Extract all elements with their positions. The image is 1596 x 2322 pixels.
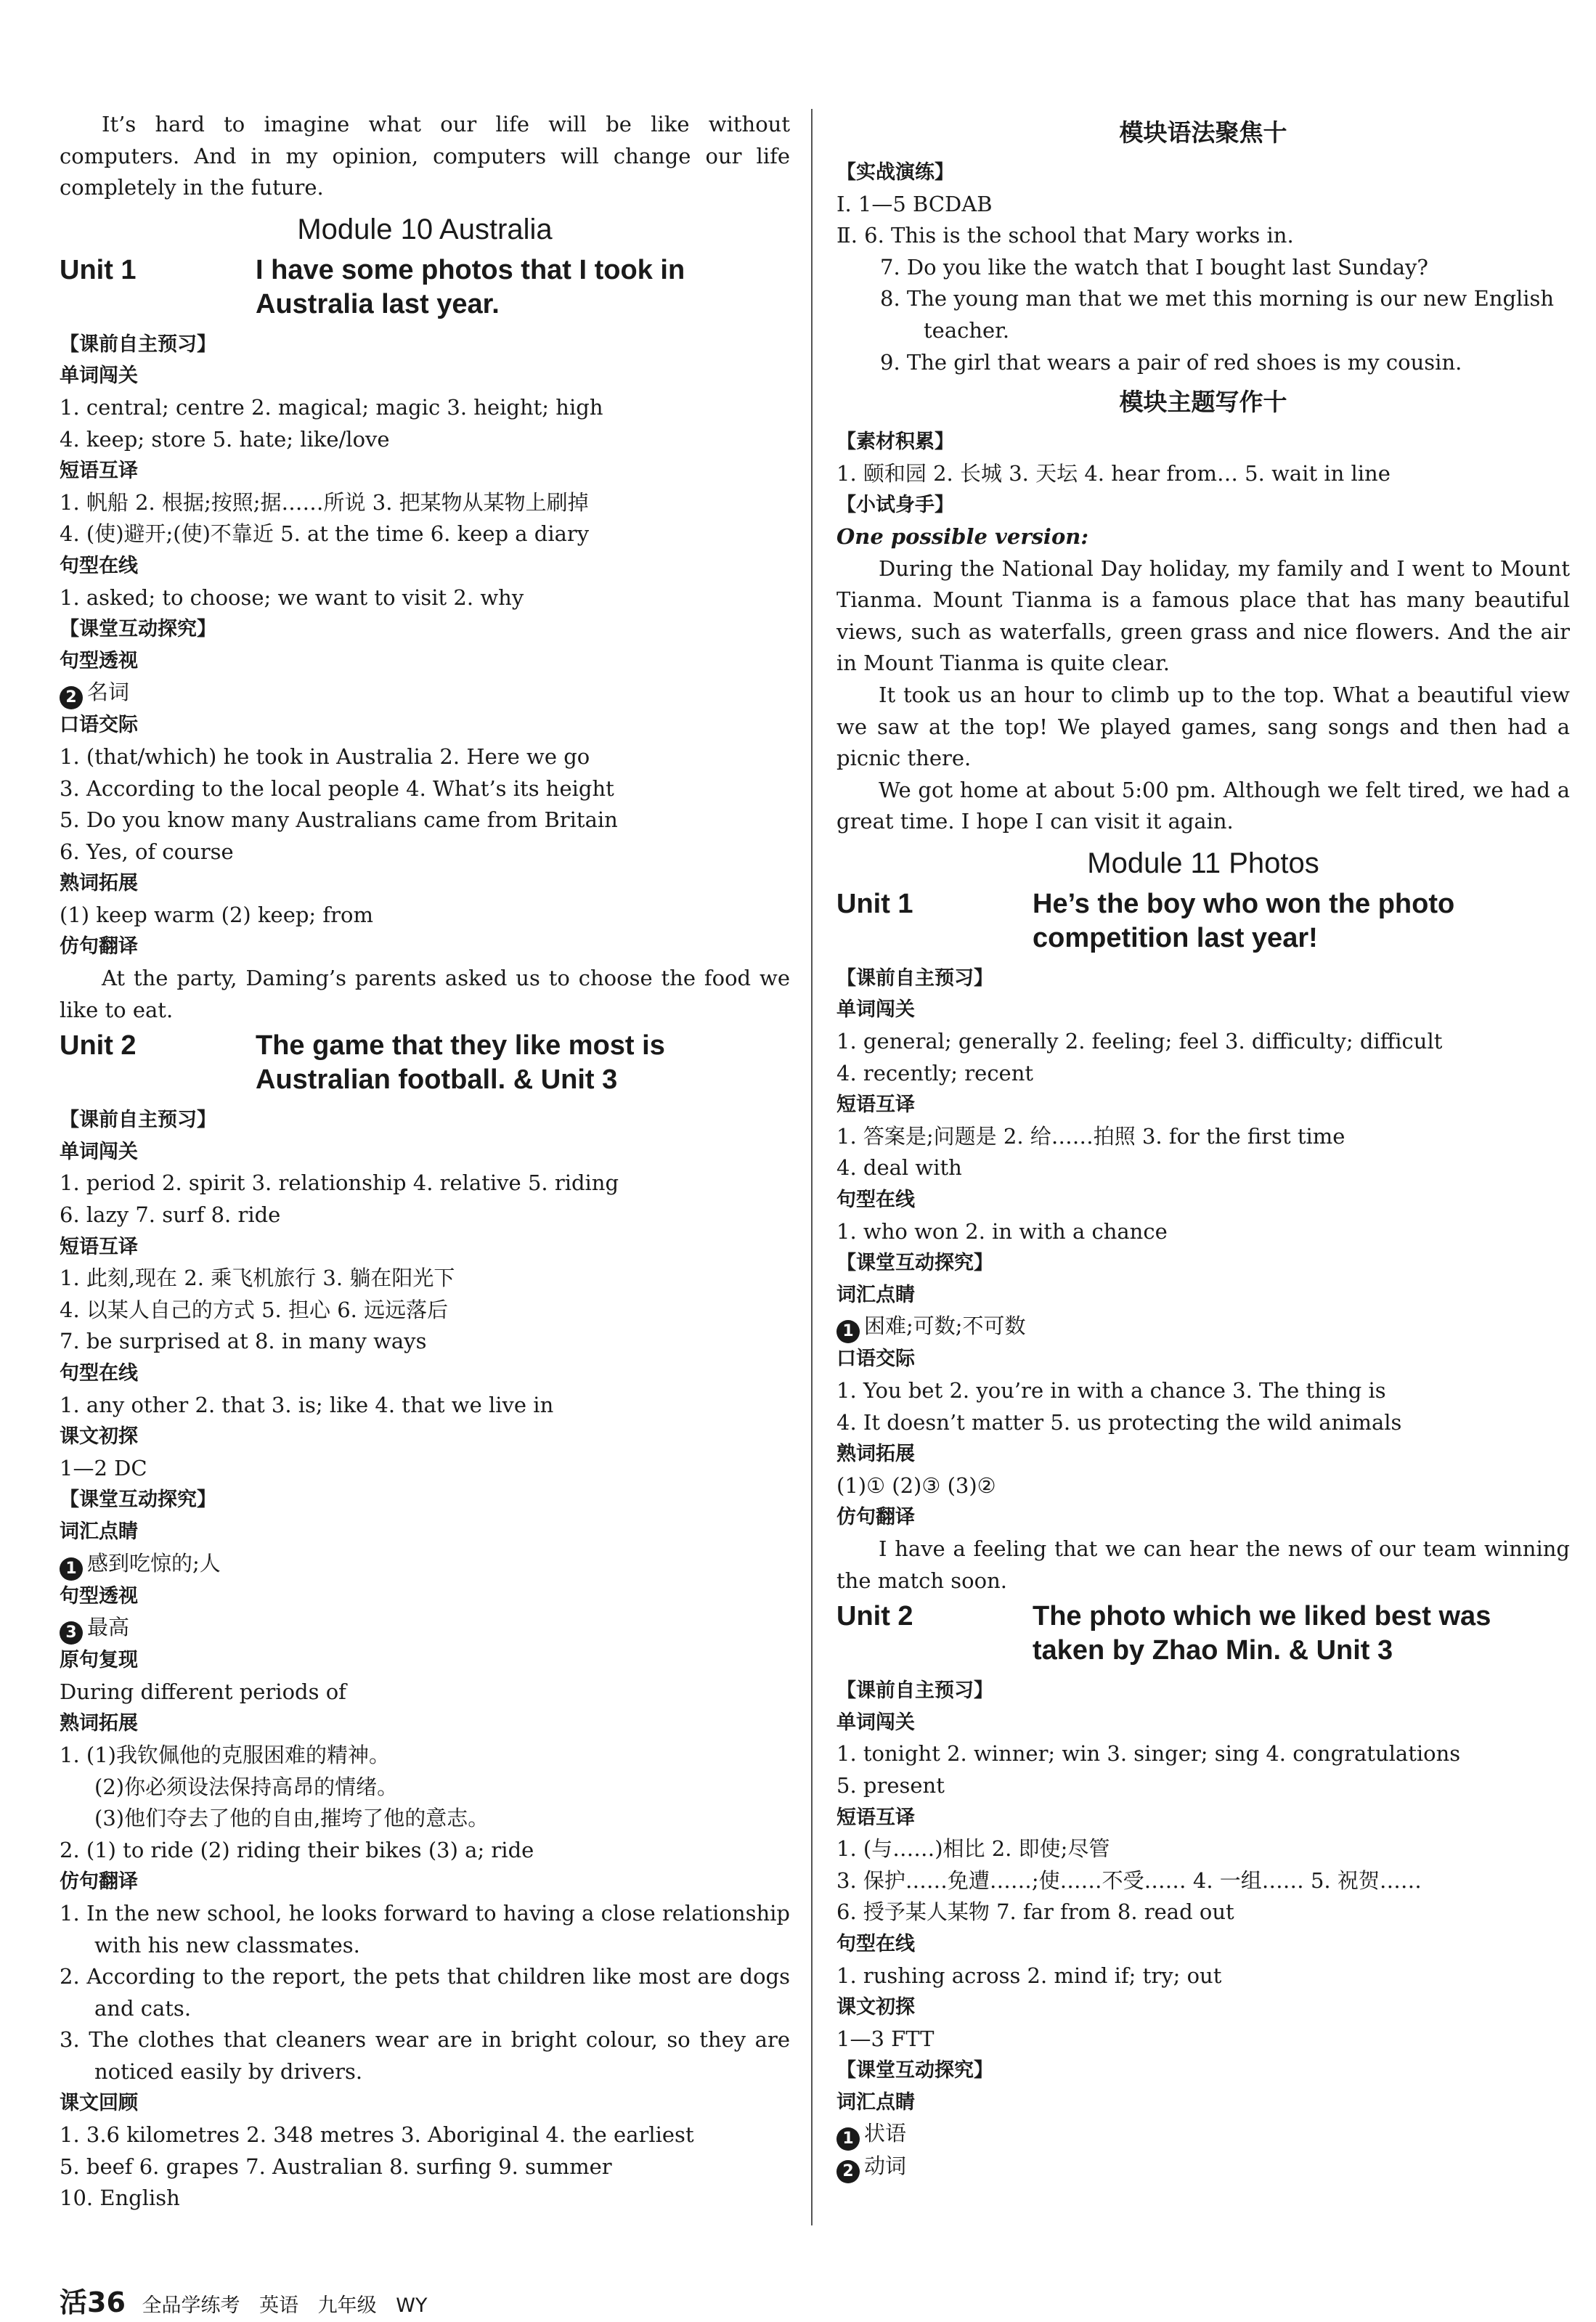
answer-line: 1. who won 2. in with a chance [836, 1218, 1168, 1244]
sub-heading: 句型在线 [836, 1932, 915, 1955]
answer-text: 感到吃惊的;人 [87, 1550, 221, 1576]
answer-line: (3)他们夺去了他的自由,摧垮了他的意志。 [94, 1806, 489, 1831]
answer-line: 4. recently; recent [836, 1060, 1034, 1085]
writing-focus-title: 模块主题写作十 [1119, 388, 1287, 417]
numbered-answer [836, 2118, 1570, 2151]
answer-line: 1. (与……)相比 2. 即使;尽管 [836, 1836, 1110, 1862]
answer-item: 9. The girl that wears a pair of red shoes is my cousin. [880, 349, 1462, 375]
sub-heading: 单词闯关 [60, 364, 138, 388]
sub-heading: 口语交际 [836, 1348, 915, 1371]
unit-label: Unit 1 [836, 888, 913, 919]
sub-heading: 句型在线 [60, 1362, 138, 1385]
answer-text: 动词 [864, 2154, 907, 2179]
sub-heading: 单词闯关 [60, 1140, 138, 1163]
answer-line: 1. 3.6 kilometres 2. 348 metres 3. Aboriginal 4. the earliest [60, 2122, 694, 2148]
answer-line: 4. It doesn’t matter 5. us protecting the wild animals [836, 1409, 1402, 1435]
module-10-title: Module 10 Australia [297, 213, 553, 245]
section-heading: 【小试身手】 [836, 494, 954, 517]
sub-heading: 原句复现 [60, 1649, 138, 1672]
sub-heading: 句型在线 [60, 554, 138, 577]
answer-line: 3. 保护……免遭……;使……不受…… 4. 一组…… 5. 祝贺…… [836, 1867, 1422, 1893]
unit-label: Unit 2 [60, 1030, 137, 1062]
answer-line: 1—3 FTT [836, 2026, 935, 2051]
module-10-unit-2-title [60, 1029, 790, 1097]
right-column [836, 109, 1570, 2183]
section-heading: 【课前自主预习】 [836, 966, 993, 990]
answer-line: 1. (that/which) he took in Australia 2. Here we go [60, 744, 590, 769]
section-heading: 【实战演练】 [836, 161, 954, 184]
page-footer [60, 2287, 440, 2322]
answer-line: 1. (1)我钦佩他的克服困难的精神。 [60, 1742, 390, 1767]
section-heading: 【课前自主预习】 [60, 1109, 216, 1132]
answer-line: Ⅱ. 6. This is the school that Mary works in. [836, 223, 1294, 248]
answer-line: 7. be surprised at 8. in many ways [60, 1329, 427, 1354]
answer-item: 2. According to the report, the pets that children like most are dogs and cats. [60, 1964, 790, 2021]
sub-heading: 句型透视 [60, 649, 138, 672]
answer-text: 名词 [87, 680, 130, 705]
answer-line: 1. central; centre 2. magical; magic 3. height; high [60, 394, 603, 420]
answer-line: 4. 以某人自己的方式 5. 担心 6. 远远落后 [60, 1297, 449, 1322]
sub-heading: 词汇点睛 [836, 1283, 915, 1306]
section-heading: 【课前自主预习】 [60, 333, 216, 356]
answer-line: 4. keep; store 5. hate; like/love [60, 426, 390, 452]
module-10-unit-1-title [60, 253, 790, 322]
module-11-unit-2-title [836, 1600, 1570, 1668]
answer-item: 7. Do you like the watch that I bought last Sunday? [880, 254, 1428, 280]
answer-line: 6. 授予某人某物 7. far from 8. read out [836, 1899, 1234, 1925]
sample-label: One possible version: [836, 524, 1089, 549]
numbered-answer [60, 1612, 790, 1645]
sub-heading: 熟词拓展 [836, 1443, 915, 1466]
answer-item: 3. The clothes that cleaners wear are in bright colour, so they are noticed easily by drivers. [60, 2027, 790, 2084]
sub-heading: 熟词拓展 [60, 1712, 138, 1735]
answer-paragraph: During the National Day holiday, my family and I went to Mount Tianma. Mount Tianma is a famous place that has many beautiful views, such as waterfalls, green grass and nice flowers. And the air in Mount Tianma is quite clear. [836, 555, 1570, 676]
answer-line: 5. Do you know many Australians came from Britain [60, 807, 618, 833]
unit-heading: The photo which we liked best was taken by Zhao Min. & Unit 3 [1033, 1601, 1491, 1666]
module-11-unit-2-answers [836, 1675, 1570, 2183]
intro-paragraph: It’s hard to imagine what our life will be like without computers. And in my opinion, computers will change our life completely in the future. [60, 112, 790, 200]
answer-item: 1. In the new school, he looks forward to having a close relationship with his new classmates. [60, 1900, 790, 1958]
sub-heading: 熟词拓展 [60, 872, 138, 895]
answer-line: 1. rushing across 2. mind if; try; out [836, 1963, 1222, 1988]
sub-heading: 课文回顾 [60, 2092, 138, 2115]
answer-line: 4. deal with [836, 1155, 962, 1181]
module-10-unit-1-answers [60, 329, 790, 1026]
answer-line: 1. You bet 2. you’re in with a chance 3. The thing is [836, 1378, 1386, 1403]
book-title: 全品学练考 [142, 2294, 240, 2317]
sub-heading: 短语互译 [836, 1806, 915, 1829]
unit-heading: He’s the boy who won the photo competition last year! [1033, 888, 1455, 953]
answer-line: 1. 帆船 2. 根据;按照;据……所说 3. 把某物从某物上刷掉 [60, 489, 589, 515]
answer-line: 2. (1) to ride (2) riding their bikes (3) a; ride [60, 1837, 534, 1862]
sub-heading: 短语互译 [60, 1235, 138, 1258]
answer-line: 5. beef 6. grapes 7. Australian 8. surfing 9. summer [60, 2154, 612, 2179]
writing-focus-answers [836, 426, 1570, 838]
sub-heading: 短语互译 [836, 1093, 915, 1117]
module-10-unit-2-answers [60, 1104, 790, 2215]
answer-line: 1. period 2. spirit 3. relationship 4. relative 5. riding [60, 1170, 619, 1196]
answer-paragraph: At the party, Daming’s parents asked us to choose the food we like to eat. [60, 966, 790, 1022]
answer-paragraph: We got home at about 5:00 pm. Although we felt tired, we had a great time. I hope I can visit it again. [836, 777, 1570, 834]
unit-heading: I have some photos that I took in Australia last year. [256, 254, 685, 319]
answer-text: 最高 [87, 1615, 130, 1640]
answer-line: 1. asked; to choose; we want to visit 2. why [60, 584, 524, 610]
sub-heading: 短语互译 [60, 460, 138, 483]
answer-line: (1)① (2)③ (3)② [836, 1472, 996, 1498]
left-column [60, 109, 790, 2215]
circled-number: 3 [60, 1621, 83, 1645]
circled-number: 1 [836, 1320, 860, 1343]
answer-line: 1. 此刻,现在 2. 乘飞机旅行 3. 躺在阳光下 [60, 1266, 455, 1291]
answer-paragraph: It took us an hour to climb up to the top. What a beautiful view we saw at the top! We played games, sang songs and then had a picnic there. [836, 682, 1570, 771]
sub-heading: 课文初探 [836, 1996, 915, 2019]
numbered-answer [60, 1548, 790, 1581]
circled-number: 1 [836, 2127, 860, 2151]
numbered-answer [836, 2151, 1570, 2183]
circled-number: 2 [60, 686, 83, 709]
answer-line: 10. English [60, 2185, 180, 2211]
module-11-unit-1-answers [836, 963, 1570, 1597]
answer-line: 1. 颐和园 2. 长城 3. 天坛 4. hear from… 5. wait in line [836, 460, 1391, 486]
subject: 英语 [259, 2294, 299, 2317]
answer-text: 困难;可数;不可数 [864, 1313, 1026, 1339]
column-divider [811, 109, 813, 2225]
answer-line: 3. According to the local people 4. What’s its height [60, 775, 614, 801]
grammar-focus-answers [836, 157, 1570, 378]
sub-heading: 词汇点睛 [836, 2090, 915, 2114]
section-heading: 【课堂互动探究】 [60, 618, 216, 641]
unit-label: Unit 2 [836, 1601, 913, 1632]
section-heading: 【课堂互动探究】 [60, 1488, 216, 1512]
sub-heading: 句型在线 [836, 1189, 915, 1212]
module-11-title: Module 11 Photos [1087, 847, 1319, 879]
sub-heading: 句型透视 [60, 1584, 138, 1608]
intro-paragraph-block [60, 109, 790, 204]
sub-heading: 口语交际 [60, 714, 138, 737]
answer-line: Ⅰ. 1—5 BCDAB [836, 191, 993, 216]
answer-line: 1. any other 2. that 3. is; like 4. that we live in [60, 1392, 554, 1417]
edition: WY [396, 2294, 428, 2317]
module-11-unit-1-title [836, 887, 1570, 956]
answer-line: 6. lazy 7. surf 8. ride [60, 1202, 281, 1228]
answer-line: 1—2 DC [60, 1455, 147, 1480]
answer-line: 1. 答案是;问题是 2. 给……拍照 3. for the first time [836, 1123, 1345, 1149]
numbered-answer [60, 677, 790, 709]
circled-number: 2 [836, 2160, 860, 2183]
answer-line: 6. Yes, of course [60, 839, 234, 864]
answer-text: 状语 [864, 2121, 907, 2146]
answer-line: 4. (使)避开;(使)不靠近 5. at the time 6. keep a diary [60, 521, 590, 547]
sub-heading: 课文初探 [60, 1425, 138, 1449]
sub-heading: 仿句翻译 [836, 1506, 915, 1529]
grammar-focus-title: 模块语法聚焦十 [1119, 118, 1287, 147]
answer-line: 1. tonight 2. winner; win 3. singer; sing 4. congratulations [836, 1741, 1461, 1767]
sub-heading: 仿句翻译 [60, 935, 138, 958]
grade: 九年级 [317, 2294, 377, 2317]
page-number: 活36 [60, 2286, 126, 2318]
answer-line: (1) keep warm (2) keep; from [60, 902, 373, 927]
sub-heading: 单词闯关 [836, 1711, 915, 1734]
answer-line: During different periods of [60, 1679, 346, 1704]
answer-line: (2)你必须设法保持高昂的情绪。 [94, 1774, 399, 1799]
circled-number: 1 [60, 1557, 83, 1581]
unit-heading: The game that they like most is Australian football. & Unit 3 [256, 1030, 665, 1096]
answer-line: 1. general; generally 2. feeling; feel 3. difficulty; difficult [836, 1029, 1443, 1054]
sub-heading: 单词闯关 [836, 998, 915, 1022]
section-heading: 【课堂互动探究】 [836, 1252, 993, 1275]
section-heading: 【课前自主预习】 [836, 1679, 993, 1703]
numbered-answer [836, 1311, 1570, 1343]
section-heading: 【素材积累】 [836, 431, 954, 454]
answer-item: 8. The young man that we met this morning is our new English teacher. [880, 286, 1555, 343]
sub-heading: 仿句翻译 [60, 1870, 138, 1894]
unit-label: Unit 1 [60, 254, 137, 285]
section-heading: 【课堂互动探究】 [836, 2059, 993, 2082]
answer-line: 5. present [836, 1772, 945, 1798]
sub-heading: 词汇点睛 [60, 1520, 138, 1543]
answer-paragraph: I have a feeling that we can hear the news of our team winning the match soon. [836, 1536, 1570, 1593]
